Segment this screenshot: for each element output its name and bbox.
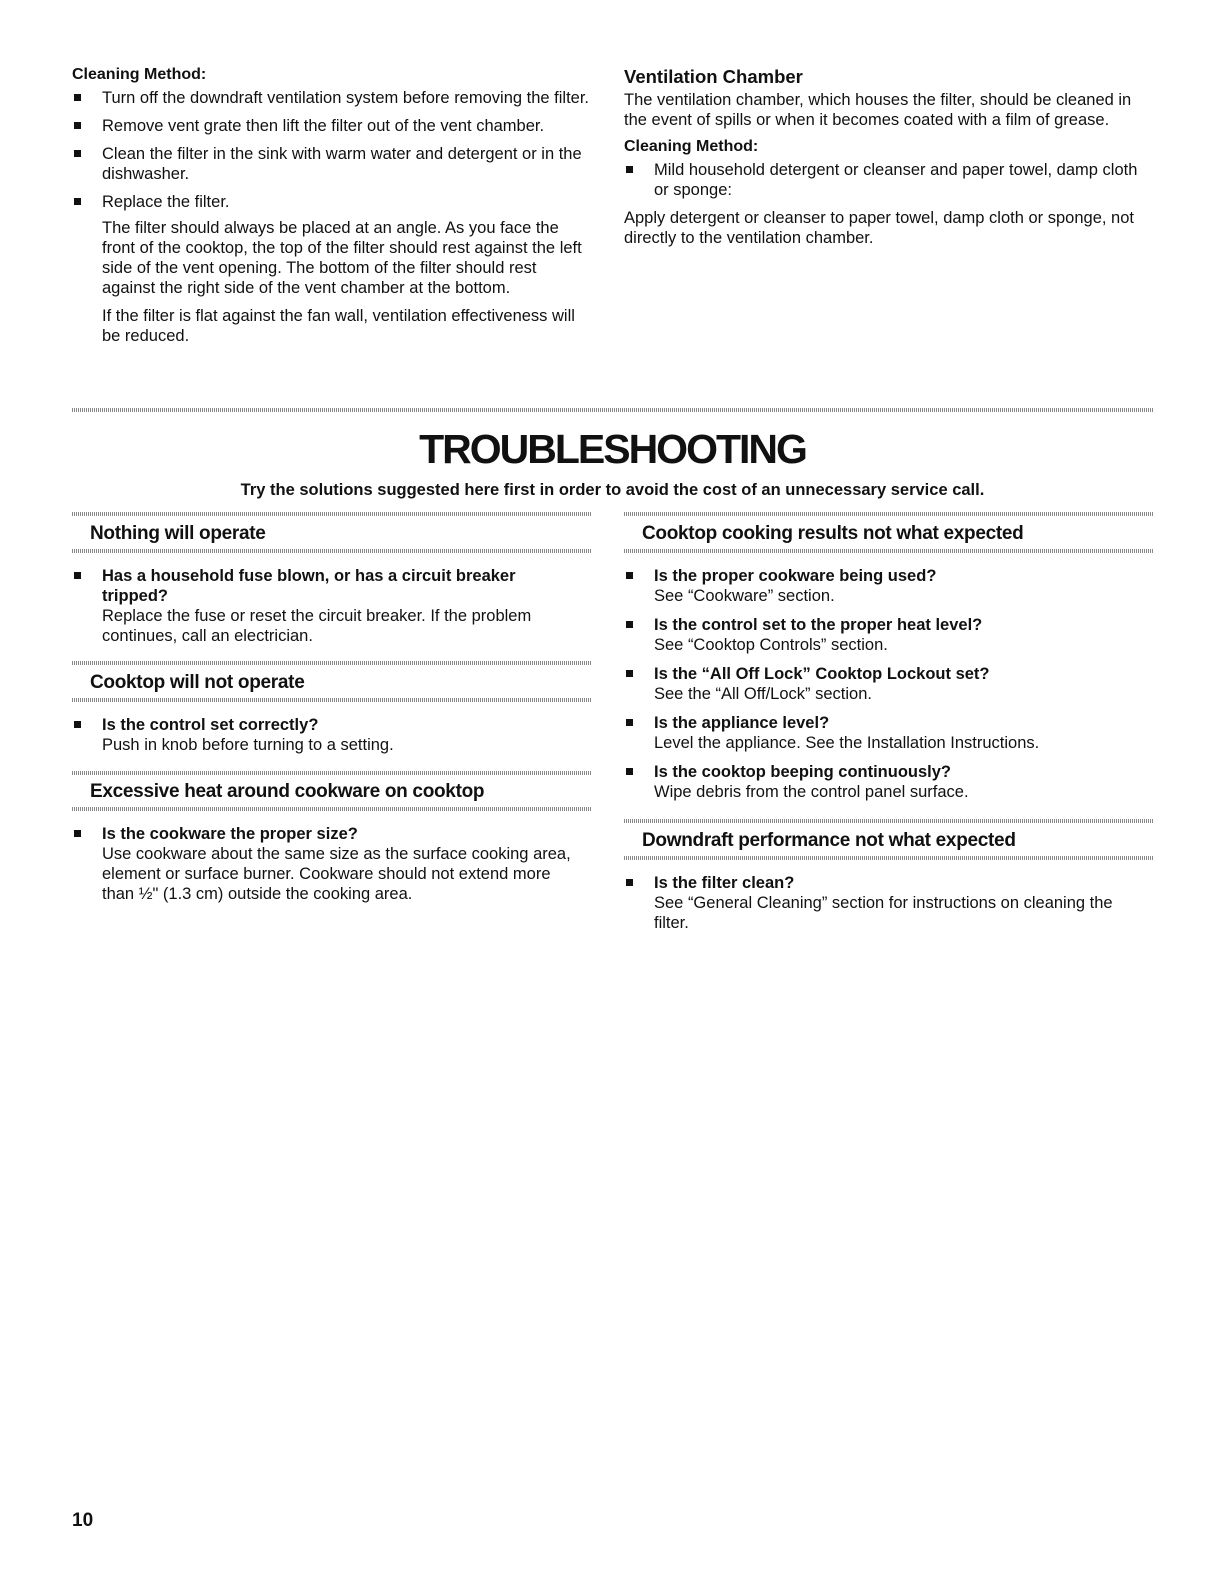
section-divider xyxy=(624,856,1154,860)
cooking-results-items xyxy=(624,566,1144,810)
section-heading-cooking-results: Cooktop cooking results not what expected xyxy=(642,523,1024,544)
answer-text: See “General Cleaning” section for instructions on cleaning the filter. xyxy=(654,894,1113,932)
section-divider xyxy=(72,771,592,775)
list-item: Turn off the downdraft ventilation system before removing the filter. xyxy=(72,88,592,108)
question-text: Is the appliance level? xyxy=(654,714,830,732)
section-divider xyxy=(72,661,592,665)
list-item xyxy=(72,824,572,904)
cleaning-method-label: Cleaning Method: xyxy=(624,138,759,155)
bullet-square-icon xyxy=(74,198,81,205)
bullet-square-icon xyxy=(626,768,633,775)
section-heading-cooktop-will-not-operate: Cooktop will not operate xyxy=(90,672,305,693)
answer-text: See “Cooktop Controls” section. xyxy=(654,636,888,654)
answer-text: Push in knob before turning to a setting. xyxy=(102,736,394,754)
section-divider xyxy=(72,698,592,702)
cleaning-steps-list xyxy=(72,88,592,212)
cleaning-method-label: Cleaning Method: xyxy=(72,66,207,83)
answer-text: See “Cookware” section. xyxy=(654,587,835,605)
answer-text: Level the appliance. See the Installation Instructions. xyxy=(654,734,1040,752)
ventilation-chamber-section xyxy=(624,66,1154,256)
section-heading-excessive-heat: Excessive heat around cookware on cooktop xyxy=(90,781,485,802)
answer-text: See the “All Off/Lock” section. xyxy=(654,685,872,703)
ventilation-chamber-heading: Ventilation Chamber xyxy=(624,66,803,87)
list-item xyxy=(624,713,1144,753)
section-divider xyxy=(72,408,1154,412)
section-divider xyxy=(624,819,1154,823)
question-text: Is the filter clean? xyxy=(654,874,795,892)
list-item xyxy=(72,566,572,646)
question-text: Has a household fuse blown, or has a circuit breaker tripped? xyxy=(102,567,516,605)
section-divider xyxy=(72,512,592,516)
bullet-square-icon xyxy=(626,166,633,173)
section-heading-downdraft: Downdraft performance not what expected xyxy=(642,830,1016,851)
bullet-square-icon xyxy=(74,830,81,837)
bullet-square-icon xyxy=(74,572,81,579)
question-text: Is the “All Off Lock” Cooktop Lockout set? xyxy=(654,665,990,683)
cooktop-not-operate-item xyxy=(72,715,572,763)
list-item xyxy=(624,615,1144,655)
bullet-square-icon xyxy=(626,621,633,628)
question-text: Is the proper cookware being used? xyxy=(654,567,937,585)
downdraft-item xyxy=(624,873,1144,941)
list-item xyxy=(624,762,1144,802)
question-text: Is the control set correctly? xyxy=(102,716,319,734)
page-subtitle: Try the solutions suggested here first in order to avoid the cost of an unnecessary service call. xyxy=(240,481,985,499)
section-divider xyxy=(624,512,1154,516)
bullet-square-icon xyxy=(626,879,633,886)
answer-text: Use cookware about the same size as the surface cooking area, element or surface burner. Cookware should not extend more than ½" (1.3 cm) outside the cooking area. xyxy=(102,845,571,903)
list-item xyxy=(624,664,1144,704)
bullet-square-icon xyxy=(74,94,81,101)
question-text: Is the cooktop beeping continuously? xyxy=(654,763,952,781)
section-heading-nothing-will-operate: Nothing will operate xyxy=(90,523,266,544)
nothing-operate-item xyxy=(72,566,572,654)
page-title: TROUBLESHOOTING xyxy=(419,426,806,472)
filter-angle-paragraph: The filter should always be placed at an angle. As you face the front of the cooktop, the top of the filter should rest against the left side of the vent opening. The bottom of the filter should rest against the right side of the vent chamber at the bottom. xyxy=(102,219,582,297)
list-item: Replace the filter. xyxy=(72,192,592,212)
question-text: Is the control set to the proper heat level? xyxy=(654,616,983,634)
answer-text: Replace the fuse or reset the circuit breaker. If the problem continues, call an electrician. xyxy=(102,607,532,645)
excessive-heat-item xyxy=(72,824,572,912)
section-divider xyxy=(72,807,592,811)
filter-flat-paragraph: If the filter is flat against the fan wall, ventilation effectiveness will be reduced. xyxy=(102,307,575,345)
bullet-square-icon xyxy=(626,572,633,579)
bullet-square-icon xyxy=(74,122,81,129)
filter-cleaning-section xyxy=(72,66,592,354)
list-item: Mild household detergent or cleanser and paper towel, damp cloth or sponge: xyxy=(624,160,1154,200)
bullet-square-icon xyxy=(626,670,633,677)
section-divider xyxy=(624,549,1154,553)
list-item xyxy=(624,566,1144,606)
ventilation-method-list xyxy=(624,160,1154,200)
question-text: Is the cookware the proper size? xyxy=(102,825,358,843)
list-item: Remove vent grate then lift the filter out of the vent chamber. xyxy=(72,116,592,136)
bullet-square-icon xyxy=(74,150,81,157)
ventilation-intro: The ventilation chamber, which houses the filter, should be cleaned in the event of spills or when it becomes coated with a film of grease. xyxy=(624,91,1132,129)
page-number: 10 xyxy=(72,1510,94,1531)
bullet-square-icon xyxy=(74,721,81,728)
list-item xyxy=(72,715,572,755)
answer-text: Wipe debris from the control panel surface. xyxy=(654,783,969,801)
ventilation-apply-text: Apply detergent or cleanser to paper towel, damp cloth or sponge, not directly to the ventilation chamber. xyxy=(624,209,1134,247)
section-divider xyxy=(72,549,592,553)
list-item xyxy=(624,873,1144,933)
bullet-square-icon xyxy=(626,719,633,726)
list-item: Clean the filter in the sink with warm water and detergent or in the dishwasher. xyxy=(72,144,592,184)
